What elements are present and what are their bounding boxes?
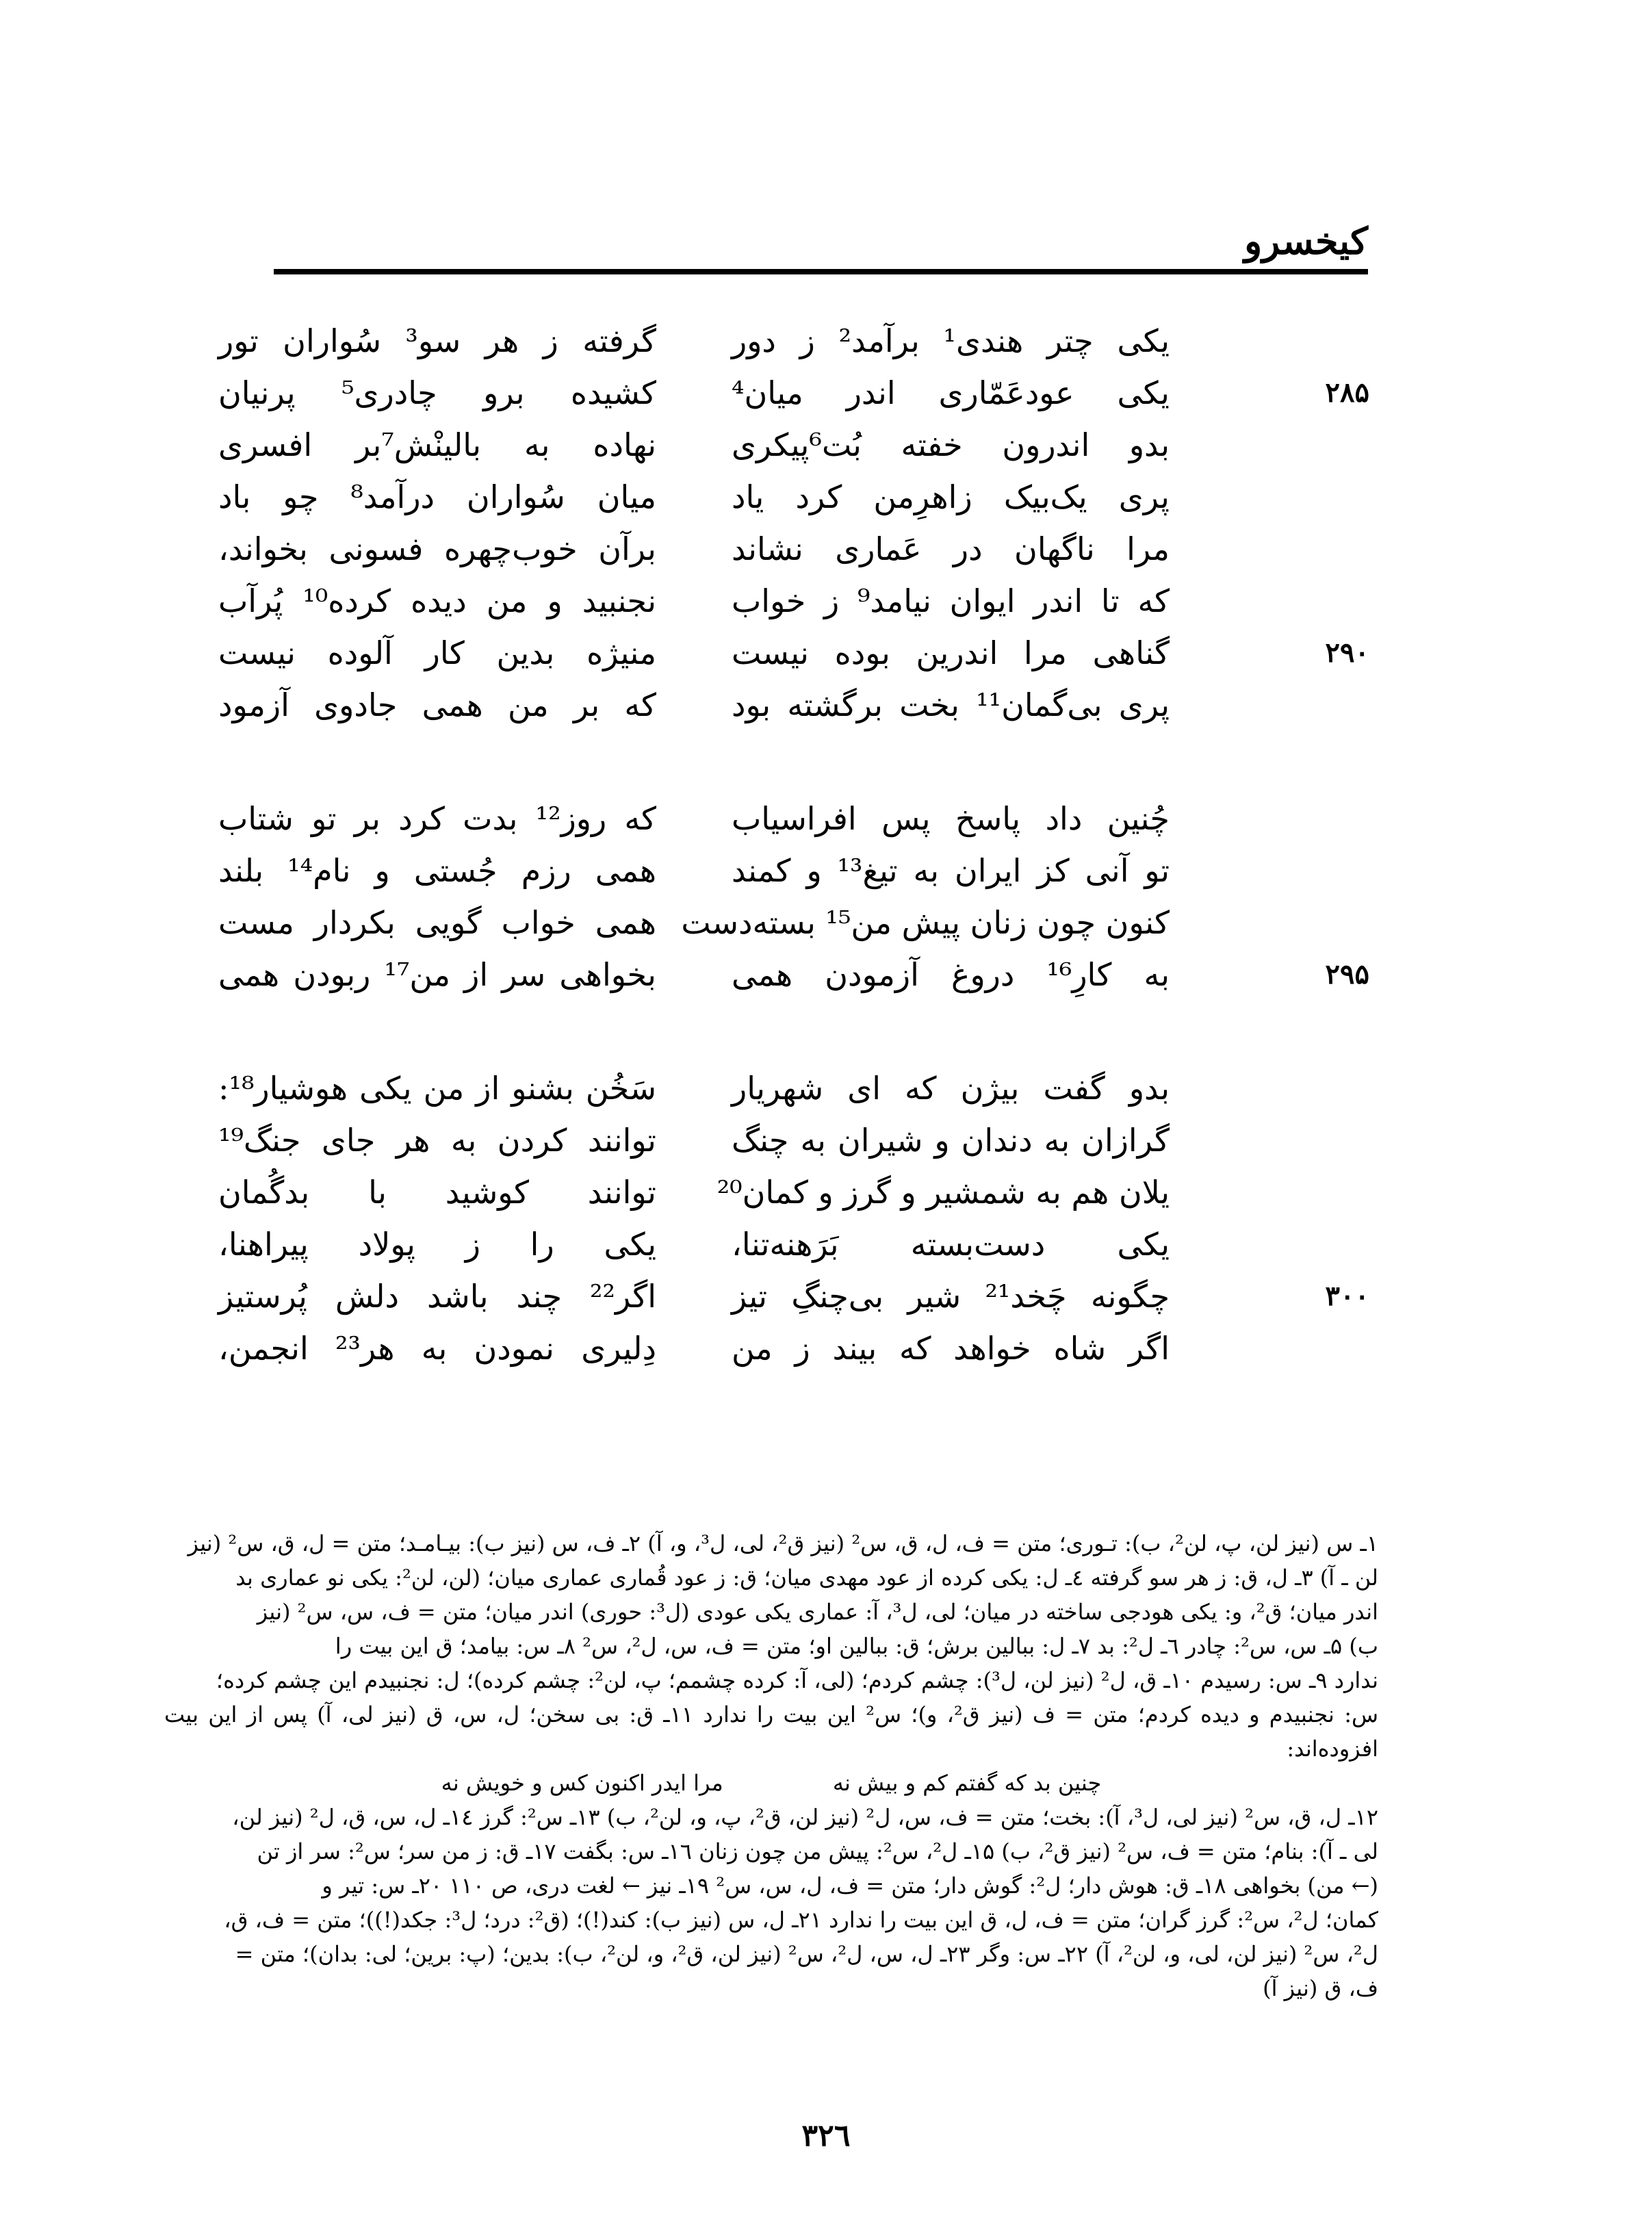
hemistich-second: کشیده برو چادری⁵ پرنیان [218,374,656,411]
footnote-line: ۱ـ س (نیز لن، پ، لن²، ب): تـوری؛ متن = ف، ل، ق، س² (نیز ق²، لی، ل³، و، آ) ۲ـ ف، س (نیز ب): بیـامـد؛ متن = ل، ق، س² (نیز [188,1530,1378,1556]
footnote-line: ب) ۵ـ س، س²: چادر ٦ـ ل²: بد ۷ـ ل: ببالین برش؛ ق: ببالین او؛ متن = ف، س، ل²، س² ۸ـ س: بیامد؛ ق این بیت را [335,1633,1378,1659]
hemistich-first: یلان هم به شمشیر و گرز و کمان²⁰ [717,1174,1170,1211]
footnote-line: ف، ق (نیز آ) [1263,1975,1378,2001]
added-verse-second: مرا ایدر اکنون کس و خویش نه [441,1770,723,1796]
line-number: ۲۸۵ [1325,376,1369,409]
hemistich-second: میان سُواران درآمد⁸ چو باد [218,478,657,515]
beyt [218,1062,1368,1114]
beyt [218,523,1368,575]
hemistich-first: مرا ناگهان در عَماری نشاند [732,530,1170,567]
beyt [218,949,1369,1001]
poem-body [218,315,1369,1436]
hemistich-second: نهاده به بالینْش⁷بر افسری [218,426,656,463]
hemistich-first: به کارِ¹⁶ دروغ آزمودن همی [732,956,1170,993]
hemistich-second: برآن خوب‌چهره فسونی بخواند، [218,530,656,567]
hemistich-second: همی خواب گویی بکردار مست [218,904,656,941]
beyt [218,367,1369,419]
footnote-line: کمان؛ ل²، س²: گرز گران؛ متن = ف، ل، ق این بیت را ندارد ۲۱ـ ل، س (نیز ب): کند(!)؛ (ق²: درد؛ ل³: جکد(!))؛ متن = ف، ق، [224,1907,1378,1933]
hemistich-first: بدو اندرون خفته بُت⁶پیکری [732,426,1170,463]
hemistich-second: سَخُن بشنو از من یکی هوشیار¹⁸: [218,1070,656,1107]
hemistich-first: چُنین داد پاسخ پس افراسیاب [732,800,1170,837]
beyt [218,419,1368,471]
beyt [218,315,1368,367]
line-number: ۳۰۰ [1325,1280,1369,1312]
hemistich-first: چگونه چَخد²¹ شیر بی‌چنگِ تیز [732,1278,1170,1315]
footnote-line: اندر میان؛ ق²، و: یکی هودجی ساخته در میان؛ لی، ل³، آ: عماری یکی عودی (ل³: حوری) اندر میان؛ متن = ف، س، س² (نیز [257,1599,1378,1625]
hemistich-first: که تا اندر ایوان نیامد⁹ ز خواب [732,582,1170,619]
hemistich-second: منیژه بدین کار آلوده نیست [218,634,656,671]
hemistich-first: اگر شاه خواهد که بیند ز من [732,1330,1170,1367]
added-verse-first: چنین بد که گفتم کم و بیش نه [832,1770,1102,1796]
running-title: کیخسرو [1244,219,1368,263]
hemistich-first: یکی چتر هندی¹ برآمد² ز دور [732,322,1170,359]
beyt [218,679,1368,731]
hemistich-first: بدو گفت بیژن که ای شهریار [732,1070,1170,1107]
footnote-line: ل²، س² (نیز لن، لی، و، لن²، آ) ۲۲ـ س: وگر ۲۳ـ ل، س، ل²، س² (نیز لن، ق²، و، لن²، ب): بدین؛ (پ: برین؛ لی: بدان)؛ متن = [235,1941,1378,1967]
beyt [218,1114,1368,1166]
hemistich-first: گناهی مرا اندرین بوده نیست [732,634,1170,671]
hemistich-first: گرازان به دندان و شیران به چنگ [732,1122,1170,1159]
beyt [218,1218,1368,1270]
hemistich-first: کنون چون زنان پیش من¹⁵ بسته‌دست [681,904,1170,941]
hemistich-second: اگر²² چند باشد دلش پُرستیز [218,1278,656,1315]
hemistich-first: پری یک‌بیک زاهرِمن کرد یاد [732,478,1170,515]
hemistich-second: توانند کوشید با بدگُمان [218,1174,656,1211]
footnote-line: س: نجنبیدم و دیده کردم؛ متن = ف (نیز ق²، و)؛ س² این بیت را ندارد ۱۱ـ ق: بی سخن؛ ل، س، ق (نیز لی، آ) پس از این بیت افزوده‌اند: [164,1701,1379,1762]
line-number: ۲۹۰ [1325,637,1369,669]
page-number: ۳۲٦ [801,2118,851,2153]
hemistich-second: یکی را ز پولاد پیراهنا، [218,1226,656,1263]
footnote-added-verse [164,1766,1378,1800]
footnote-line: (← من) بخواهی ۱۸ـ ق: هوش دار؛ ل²: گوش دار؛ متن = ف، ل، س، س² ۱۹ـ نیز ← لغت دری، ص ۱۱۰ ۲۰ـ س: تیر و [322,1873,1378,1899]
footnote-line: ۱۲ـ ل، ق، س² (نیز لی، ل³، آ): بخت؛ متن = ف، س، ل² (نیز لن، ق²، پ، و، لن²، ب) ۱۳ـ س²: گرز ۱٤ـ ل، س، ق، ل² (نیز لن، [232,1804,1378,1830]
beyt [218,793,1368,845]
hemistich-second: همی رزم جُستی و نام¹⁴ بلند [218,852,657,889]
beyt [218,845,1368,897]
hemistich-second: که روز¹² بدت کرد بر تو شتاب [218,800,656,837]
beyt [218,471,1368,523]
hemistich-second: نجنبید و من دیده کرده¹⁰ پُرآب [218,582,656,619]
hemistich-first: یکی عودعَمّاری اندر میان⁴ [732,374,1170,411]
beyt [218,1270,1369,1322]
stanza [218,315,1369,731]
line-number: ۲۹۵ [1325,958,1369,990]
stanza [218,793,1369,1001]
hemistich-first: یکی دست‌بسته بَرَهنه‌تنا، [732,1226,1170,1263]
hemistich-second: که بر من همی جادوی آزمود [218,686,656,723]
beyt [218,897,1368,949]
hemistich-second: گرفته ز هر سو³ سُواران تور [218,322,657,359]
beyt [218,1166,1368,1218]
stanza [218,1062,1369,1374]
hemistich-second: توانند کردن به هر جای جنگ¹⁹ [218,1122,656,1159]
header-rule [274,269,1368,274]
beyt [218,575,1368,627]
footnotes [164,1526,1378,2005]
hemistich-first: تو آنی کز ایران به تیغ¹³ و کمند [732,852,1170,889]
footnote-line: لی ـ آ): بنام؛ متن = ف، س² (نیز ق²، ب) ۱۵ـ ل²، س²: پیش من چون زنان ۱٦ـ س: بگفت ۱۷ـ ق: ز من سر؛ س²: سر از تن [257,1838,1378,1864]
hemistich-first: پری بی‌گمان¹¹ بخت برگشته بود [732,686,1170,723]
beyt [218,1322,1368,1374]
beyt [218,627,1369,679]
footnote-line: لن ـ آ) ۳ـ ل، ق: ز هر سو گرفته ٤ـ ل: یکی کرده از عود مهدی میان؛ ق: ز عود قُماری عماری میان؛ (لن، لن²: یکی نو عماری بد [235,1565,1378,1591]
footnote-line: ندارد ۹ـ س: رسیدم ۱۰ـ ق، ل² (نیز لن، ل³): چشم کردم؛ (لی، آ: کرده چشمم؛ پ، لن²: چشم کرده)؛ ل: نجنبیدم این چشم کرده؛ [216,1667,1378,1693]
hemistich-second: بخواهی سر از من¹⁷ ربودن همی [218,956,656,993]
hemistich-second: دِلیری نمودن به هر²³ انجمن، [218,1330,656,1367]
